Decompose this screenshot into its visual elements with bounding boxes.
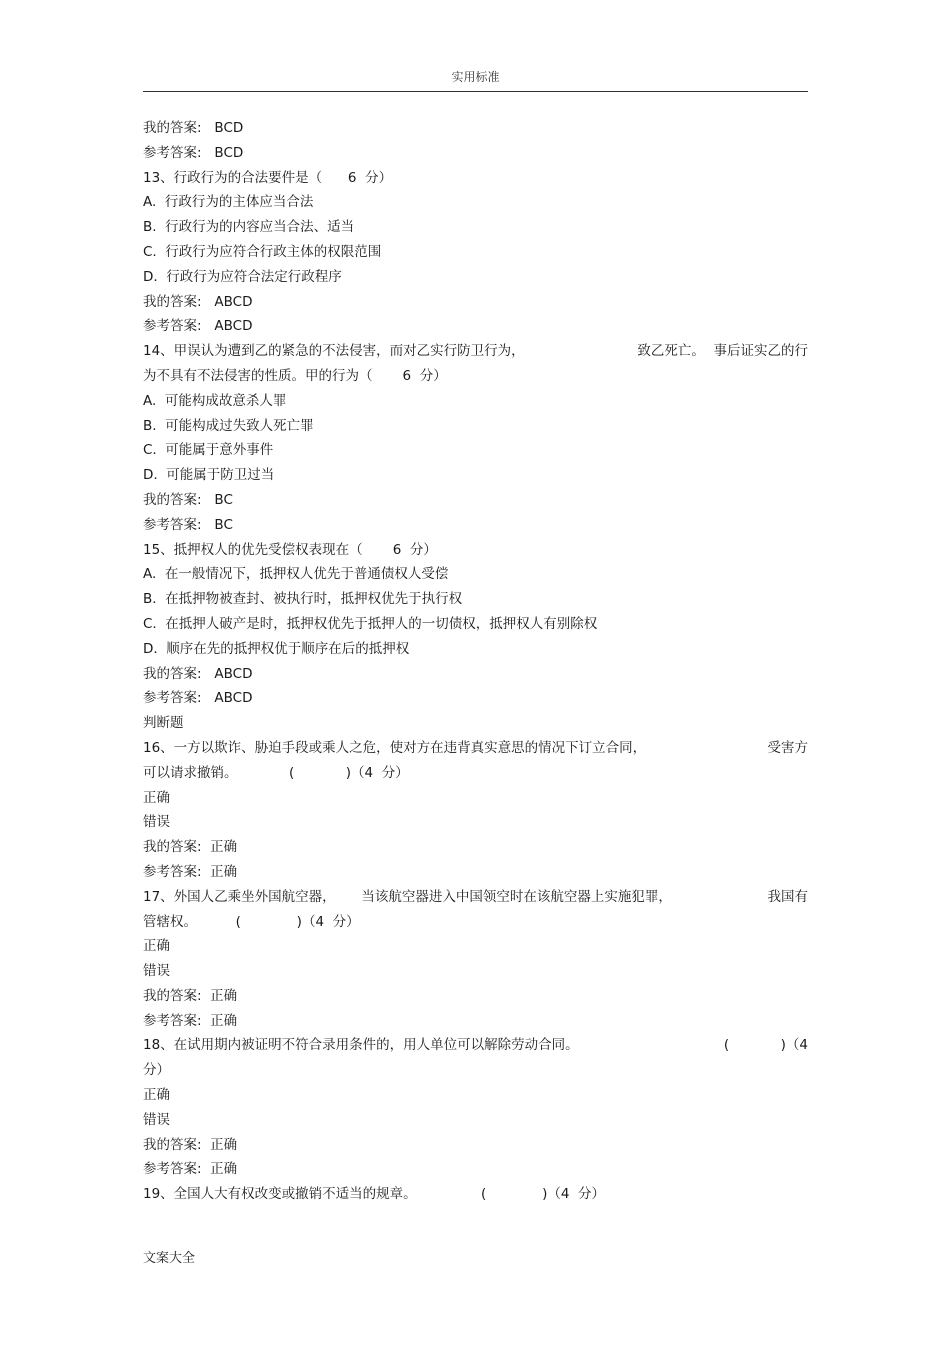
text-line: 我的答案: 正确 [143, 1136, 238, 1153]
text-line: 参考答案: 正确 [143, 1161, 238, 1178]
text-line: 可以请求撤销。 ( )（4 分） [143, 764, 409, 781]
text-line: 正确 [143, 938, 170, 955]
line-segment-right: ( )（4 [723, 1037, 808, 1054]
text-line: 参考答案: BCD [143, 144, 244, 161]
text-line: 正确 [143, 1087, 170, 1104]
line-segment-left: 14、甲误认为遭到乙的紧急的不法侵害，而对乙实行防卫行为， [143, 343, 525, 360]
text-line: C. 在抵押人破产是时，抵押权优先于抵押人的一切债权，抵押权人有别除权 [143, 615, 598, 632]
text-line: 参考答案: BC [143, 516, 233, 533]
text-line: 我的答案: BCD [143, 120, 244, 136]
text-line: 错误 [143, 963, 170, 980]
text-line: 参考答案: ABCD [143, 690, 253, 707]
text-line: 我的答案: 正确 [143, 839, 238, 856]
text-line [143, 339, 808, 364]
text-line: 分） [143, 1062, 170, 1079]
text-line: B. 行政行为的内容应当合法、适当 [143, 219, 355, 236]
text-line: B. 可能构成过失致人死亡罪 [143, 417, 314, 434]
text-line: 参考答案: ABCD [143, 318, 253, 335]
text-line: 为不具有不法侵害的性质。甲的行为（ 6 分） [143, 367, 447, 384]
text-line: A. 行政行为的主体应当合法 [143, 194, 314, 211]
text-line: 参考答案: 正确 [143, 1012, 238, 1029]
text-line [143, 885, 808, 910]
text-line: 错误 [143, 814, 170, 831]
text-line: C. 行政行为应符合行政主体的权限范围 [143, 243, 382, 260]
text-line: 正确 [143, 789, 170, 806]
text-line: 13、行政行为的合法要件是（ 6 分） [143, 169, 393, 186]
text-line: 我的答案: ABCD [143, 293, 253, 310]
text-line: 判断题 [143, 715, 184, 732]
text-line: A. 在一般情况下，抵押权人优先于普通债权人受偿 [143, 566, 449, 583]
line-segment-left: 17、外国人乙乘坐外国航空器， 当该航空器进入中国领空时在该航空器上实施犯罪， [143, 888, 672, 905]
text-line: 19、全国人大有权改变或撤销不适当的规章。 ( )（4 分） [143, 1186, 606, 1203]
line-segment-right: 受害方 [767, 739, 808, 756]
document-body [143, 116, 808, 1207]
text-line: B. 在抵押物被查封、被执行时，抵押权优先于执行权 [143, 591, 463, 608]
page-header: 实用标准 [451, 70, 500, 84]
line-segment-right: 致乙死亡。 事后证实乙的行 [637, 343, 808, 360]
text-line: 错误 [143, 1111, 170, 1128]
text-line: D. 行政行为应符合法定行政程序 [143, 268, 342, 285]
text-line: 参考答案: 正确 [143, 863, 238, 880]
text-line: 15、抵押权人的优先受偿权表现在（ 6 分） [143, 541, 437, 558]
header-rule [143, 91, 808, 92]
text-line: 管辖权。 ( )（4 分） [143, 913, 360, 930]
line-segment-right: 我国有 [767, 888, 808, 905]
text-line: A. 可能构成故意杀人罪 [143, 392, 287, 409]
text-line: D. 可能属于防卫过当 [143, 467, 275, 484]
line-segment-left: 16、一方以欺诈、胁迫手段或乘人之危，使对方在违背真实意思的情况下订立合同， [143, 739, 647, 756]
text-line: 我的答案: BC [143, 491, 233, 508]
text-line: 我的答案: 正确 [143, 987, 238, 1004]
text-line: 我的答案: ABCD [143, 665, 253, 682]
page-footer: 文案大全 [143, 1251, 196, 1266]
text-line: C. 可能属于意外事件 [143, 442, 274, 459]
text-line [143, 1033, 808, 1058]
line-segment-left: 18、在试用期内被证明不符合录用条件的，用人单位可以解除劳动合同。 [143, 1037, 579, 1054]
text-line [143, 736, 808, 761]
text-line: D. 顺序在先的抵押权优于顺序在后的抵押权 [143, 640, 410, 657]
